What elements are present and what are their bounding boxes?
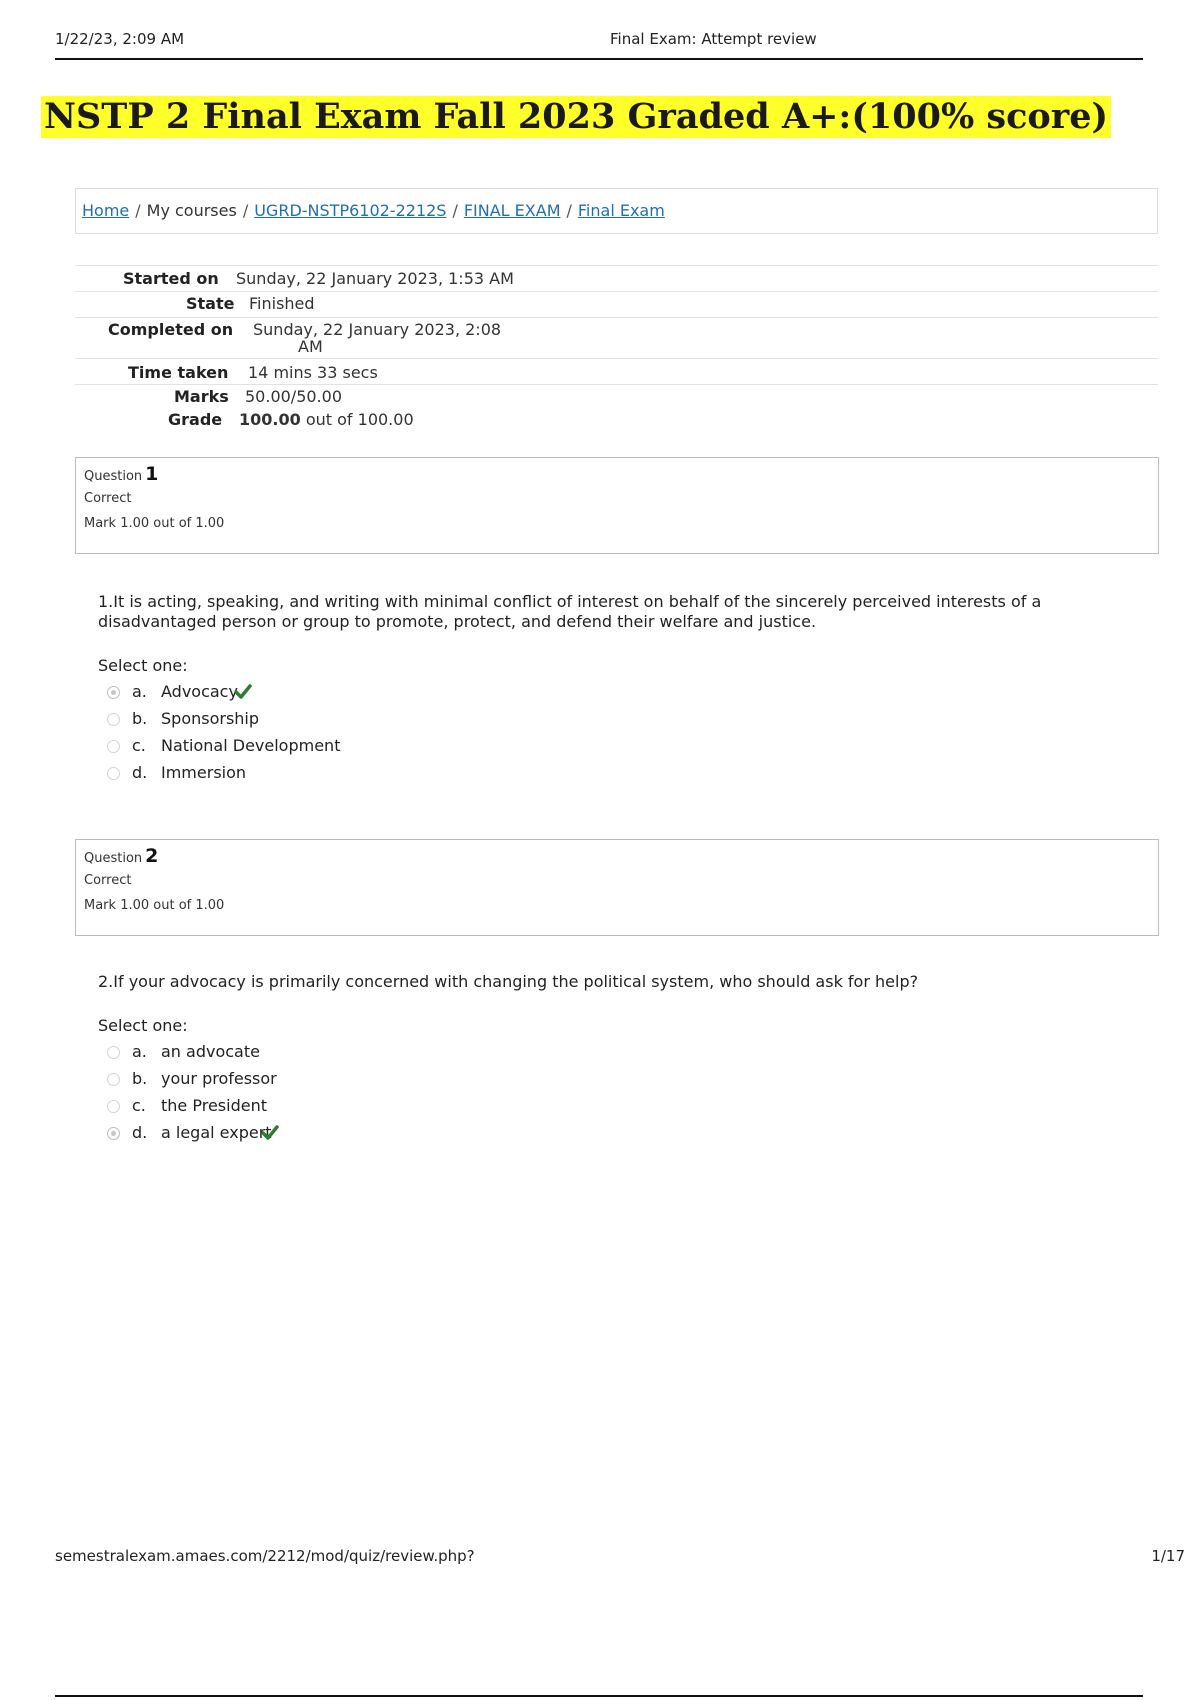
completed-value: Sunday, 22 January 2023, 2:08 <box>253 320 502 339</box>
summary-row-started <box>75 265 1158 291</box>
question-label: Question <box>84 469 143 484</box>
completed-value-cont: AM <box>298 337 323 356</box>
question-number: 1 <box>145 463 159 485</box>
summary-row-completed <box>75 317 1158 358</box>
answer-letter: b. <box>132 1069 148 1088</box>
answer-letter: b. <box>132 709 148 728</box>
attempt-summary <box>75 265 1158 435</box>
question-number: 2 <box>145 845 159 867</box>
radio-button[interactable] <box>107 1100 120 1113</box>
answer-text: an advocate <box>161 1042 260 1061</box>
breadcrumb-separator: / <box>566 201 572 220</box>
select-one-label-1: Select one: <box>98 656 188 675</box>
question-label: Question <box>84 851 143 866</box>
marks-value: 50.00/50.00 <box>245 387 342 406</box>
answer-text: your professor <box>161 1069 277 1088</box>
grade-score: 100.00 <box>239 410 301 429</box>
state-label: State <box>186 294 235 313</box>
grade-out-of: out of 100.00 <box>305 410 414 429</box>
radio-button[interactable] <box>107 767 120 780</box>
breadcrumb-home[interactable]: Home <box>82 201 130 220</box>
question-info-2 <box>75 839 1159 936</box>
answer-letter: c. <box>132 1096 146 1115</box>
answer-text: National Development <box>161 736 341 755</box>
print-header <box>55 28 1143 60</box>
summary-row-marks <box>75 384 1158 410</box>
breadcrumb-separator: / <box>135 201 141 220</box>
marks-label: Marks <box>174 387 229 406</box>
question-heading <box>84 463 158 485</box>
time-value: 14 mins 33 secs <box>248 363 378 382</box>
summary-row-grade <box>75 410 1158 435</box>
radio-button[interactable] <box>107 1073 120 1086</box>
bottom-rule <box>55 1695 1143 1697</box>
answer-text: Advocacy <box>161 682 238 701</box>
question-state: Correct <box>84 873 132 888</box>
page-number: 1/17 <box>1151 1547 1185 1565</box>
check-icon <box>261 1124 279 1142</box>
breadcrumb-quiz[interactable]: Final Exam <box>577 201 665 220</box>
summary-row-time <box>75 358 1158 384</box>
completed-label: Completed on <box>108 320 234 339</box>
grade-label: Grade <box>168 410 223 429</box>
question-info-1 <box>75 457 1159 554</box>
question-state: Correct <box>84 491 132 506</box>
grade-value <box>239 410 414 429</box>
breadcrumb-section[interactable]: FINAL EXAM <box>463 201 561 220</box>
question-text-1: 1.It is acting, speaking, and writing with minimal conflict of interest on behalf of the sincerely perceived interests of a disadvantaged person or group to promote, protect, and defend their welfare and justice. <box>98 592 1042 631</box>
radio-button[interactable] <box>107 686 120 699</box>
print-date: 1/22/23, 2:09 AM <box>55 30 185 48</box>
banner-title: NSTP 2 Final Exam Fall 2023 Graded A+:(100% score) <box>41 96 1111 138</box>
question-mark: Mark 1.00 out of 1.00 <box>84 898 225 913</box>
answer-text: Sponsorship <box>161 709 260 728</box>
breadcrumb-separator: / <box>452 201 458 220</box>
question-mark: Mark 1.00 out of 1.00 <box>84 516 225 531</box>
answer-text: a legal expert <box>161 1123 272 1142</box>
check-icon <box>234 683 252 701</box>
radio-button[interactable] <box>107 713 120 726</box>
question-heading <box>84 845 158 867</box>
question-text-2: 2.If your advocacy is primarily concerned with changing the political system, who should ask for help? <box>98 972 919 991</box>
breadcrumb-course[interactable]: UGRD-NSTP6102-2212S <box>254 201 447 220</box>
summary-row-state <box>75 291 1158 317</box>
page-url: semestralexam.amaes.com/2212/mod/quiz/review.php? <box>55 1547 475 1565</box>
time-label: Time taken <box>128 363 229 382</box>
answer-letter: d. <box>132 763 148 782</box>
answer-letter: a. <box>132 682 147 701</box>
print-page-title: Final Exam: Attempt review <box>610 30 817 48</box>
state-value: Finished <box>249 294 315 313</box>
answer-letter: a. <box>132 1042 147 1061</box>
answer-text: Immersion <box>161 763 247 782</box>
started-label: Started on <box>123 269 219 288</box>
select-one-label-2: Select one: <box>98 1016 188 1035</box>
breadcrumb-my-courses: My courses <box>146 201 237 220</box>
radio-button[interactable] <box>107 740 120 753</box>
breadcrumb-separator: / <box>242 201 249 220</box>
started-value: Sunday, 22 January 2023, 1:53 AM <box>236 269 514 288</box>
breadcrumb <box>75 188 1158 234</box>
answer-letter: d. <box>132 1123 148 1142</box>
answer-letter: c. <box>132 736 146 755</box>
radio-button[interactable] <box>107 1127 120 1140</box>
answer-text: the President <box>161 1096 267 1115</box>
radio-button[interactable] <box>107 1046 120 1059</box>
